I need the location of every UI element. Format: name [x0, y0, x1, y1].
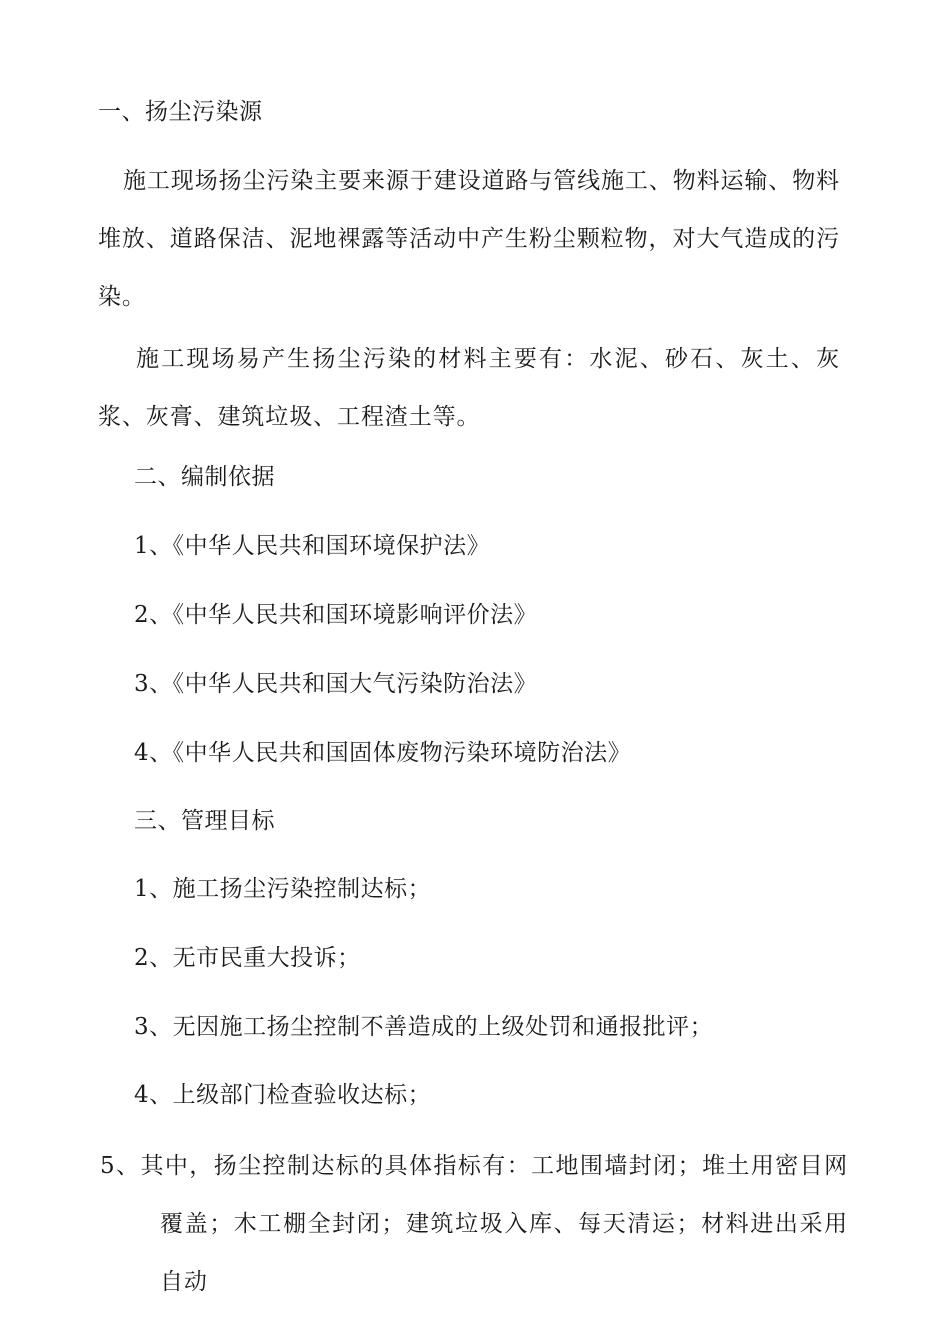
paragraph-pollution-materials: 施工现场易产生扬尘污染的材料主要有：水泥、砂石、灰土、灰浆、灰膏、建筑垃圾、工程渣土等。	[98, 346, 840, 430]
goal-item: 4、上级部门检查验收达标；	[134, 1082, 432, 1108]
goal-item: 3、无因施工扬尘控制不善造成的上级处罚和通报批评；	[134, 1014, 714, 1040]
section-heading-1: 一、扬尘污染源	[98, 99, 263, 125]
goal-item: 2、无市民重大投诉；	[134, 945, 361, 971]
goal-item: 1、施工扬尘污染控制达标；	[134, 876, 432, 902]
basis-item: 3、《中华人民共和国大气污染防治法》	[134, 671, 538, 697]
section-heading-3: 三、管理目标	[134, 808, 275, 834]
basis-item: 4、《中华人民共和国固体废物污染环境防治法》	[134, 740, 632, 766]
paragraph-pollution-sources: 施工现场扬尘污染主要来源于建设道路与管线施工、物料运输、物料堆放、道路保洁、泥地裸露等活动中产生粉尘颗粒物，对大气造成的污染。	[98, 168, 840, 310]
section-heading-2: 二、编制依据	[134, 464, 275, 490]
basis-item: 2、《中华人民共和国环境影响评价法》	[134, 602, 538, 628]
basis-item: 1、《中华人民共和国环境保护法》	[134, 533, 491, 559]
dust-control-indicators: 5、其中，扬尘控制达标的具体指标有：工地围墙封闭；堆土用密目网覆盖；木工棚全封闭；建筑垃圾入库、每天清运；材料进出采用自动	[100, 1153, 848, 1295]
